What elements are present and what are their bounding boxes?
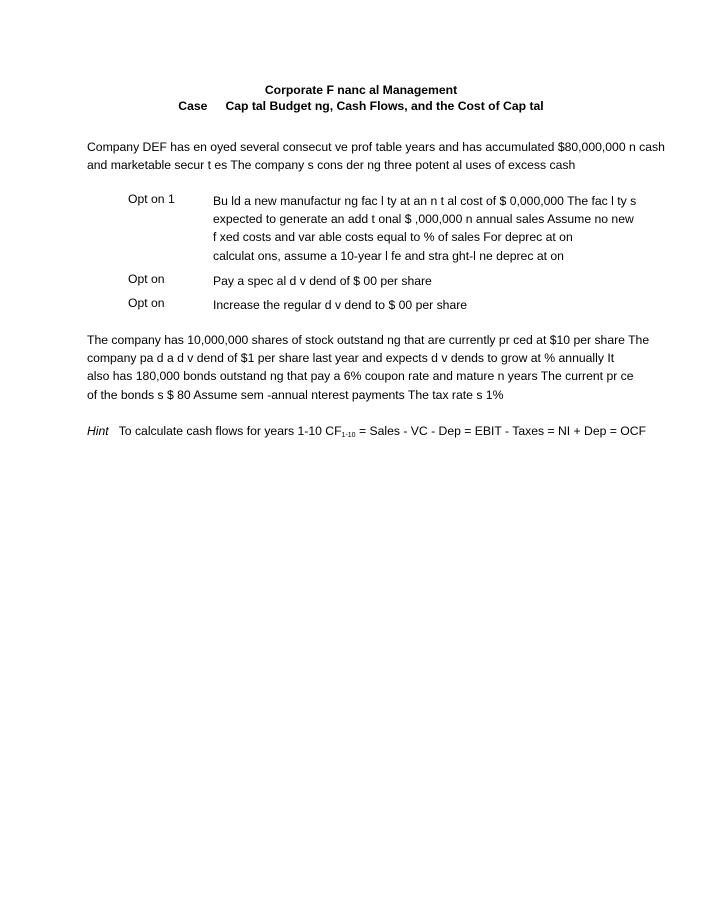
hint-text: To calculate cash flows for years 1-10 CF	[118, 424, 342, 438]
intro-paragraph	[87, 138, 665, 174]
option-3-label: Opt on	[128, 296, 165, 310]
option-1-text	[213, 192, 643, 265]
document-subtitle	[4, 99, 714, 113]
option-1-line: f xed costs and var able costs equal to % of sales For deprec at on	[213, 230, 573, 245]
hint-subscript: 1-10	[341, 432, 356, 439]
option-2-line: Pay a spec al d v dend of $ 00 per share	[213, 274, 432, 288]
option-1-line: calculat ons, assume a 10-year l fe and stra ght-l ne deprec at on	[213, 248, 564, 263]
option-3-line: Increase the regular d v dend to $ 00 per share	[213, 298, 468, 312]
case-label: Case	[178, 99, 208, 113]
company-info-line: company pa d a d v dend of $1 per share last year and expects d v dends to grow at % annually It	[87, 351, 615, 366]
company-info-line: of the bonds s $ 80 Assume sem -annual nterest payments The tax rate s 1%	[87, 387, 504, 402]
case-title: Cap tal Budget ng, Cash Flows, and the Cost of Cap tal	[225, 99, 544, 113]
option-1-line: expected to generate an add t onal $ ,000,000 n annual sales Assume no new	[213, 212, 634, 227]
option-2-label: Opt on	[128, 272, 165, 286]
option-1-label: Opt on 1	[128, 192, 175, 206]
hint-label: Hint	[87, 424, 109, 438]
intro-line: and marketable secur t es The company s cons der ng three potent al uses of excess cash	[87, 158, 576, 173]
option-2-text	[213, 272, 643, 290]
hint-line	[87, 424, 646, 439]
company-info-line: The company has 10,000,000 shares of stock outstand ng that are currently pr ced at $10 per share The	[87, 333, 650, 347]
option-3-text	[213, 296, 643, 314]
company-info-paragraph	[87, 331, 650, 404]
intro-line: Company DEF has en oyed several consecut ve prof table years and has accumulated $80,000,000 n cash	[87, 140, 665, 154]
hint-formula: = Sales - VC - Dep = EBIT - Taxes = NI + Dep = OCF	[355, 424, 647, 438]
company-info-line: also has 180,000 bonds outstand ng that pay a 6% coupon rate and mature n years The current pr ce	[87, 369, 634, 384]
document-title: Corporate F nanc al Management	[264, 83, 458, 97]
option-1-line: Bu ld a new manufactur ng fac l ty at an n t al cost of $ 0,000,000 The fac l ty s	[213, 194, 637, 208]
